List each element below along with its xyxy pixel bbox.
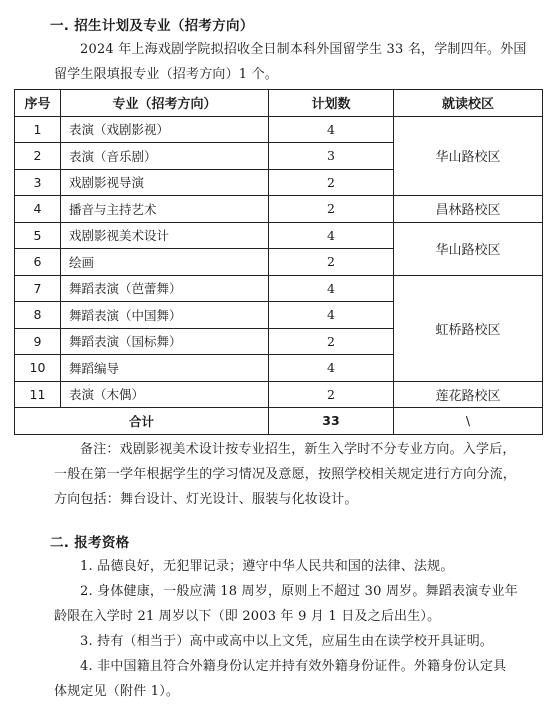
- campus-cell: 莲花路校区: [394, 381, 543, 408]
- eligibility-item-4-line-2: 体规定见（附件 1）。: [54, 684, 180, 699]
- row-major: 表演（木偶）: [61, 381, 269, 408]
- total-label: 合计: [15, 408, 269, 435]
- intro-line-2: 留学生限填报专业（招考方向）1 个。: [54, 67, 279, 82]
- row-no: 5: [15, 222, 61, 249]
- table-row: [15, 116, 543, 143]
- row-no: 1: [15, 116, 61, 143]
- row-no: 7: [15, 275, 61, 302]
- eligibility-item-3: 3. 持有（相当于）高中或高中以上文凭，应届生由在读学校开具证明。: [80, 634, 494, 649]
- eligibility-item-1: 1. 品德良好，无犯罪记录；遵守中华人民共和国的法律、法规。: [80, 559, 454, 574]
- row-plan: 2: [269, 249, 394, 276]
- table-row: [15, 381, 543, 408]
- note-line-1: 备注：戏剧影视美术设计按专业招生，新生入学时不分专业方向。入学后，: [80, 442, 516, 457]
- header-plan: 计划数: [269, 90, 394, 117]
- campus-cell: 华山路校区: [394, 222, 543, 275]
- table-row: [15, 222, 543, 249]
- eligibility-item-2-line-1: 2. 身体健康，一般应满 18 周岁，原则上不超过 30 周岁。舞蹈表演专业年: [80, 584, 518, 599]
- row-plan: 4: [269, 302, 394, 329]
- table-row: [15, 196, 543, 223]
- row-no: 10: [15, 355, 61, 382]
- table-total-row: [15, 408, 543, 435]
- row-major: 表演（戏剧影视）: [61, 116, 269, 143]
- enrollment-plan-table: [14, 89, 543, 435]
- row-no: 4: [15, 196, 61, 223]
- eligibility-item-4-line-1: 4. 非中国籍且符合外籍身份认定并持有效外籍身份证件。外籍身份认定具: [80, 659, 507, 674]
- row-plan: 4: [269, 222, 394, 249]
- header-no: 序号: [15, 90, 61, 117]
- row-major: 舞蹈编导: [61, 355, 269, 382]
- total-campus: \: [394, 408, 543, 435]
- header-campus: 就读校区: [394, 90, 543, 117]
- section-heading-eligibility: 二. 报考资格: [50, 535, 130, 551]
- enrollment-intro: [54, 37, 544, 87]
- row-no: 8: [15, 302, 61, 329]
- row-plan: 4: [269, 355, 394, 382]
- row-no: 3: [15, 169, 61, 196]
- row-plan: 2: [269, 381, 394, 408]
- row-plan: 2: [269, 196, 394, 223]
- row-major: 绘画: [61, 249, 269, 276]
- intro-line-1: 2024 年上海戏剧学院拟招收全日制本科外国留学生 33 名，学制四年。外国: [80, 42, 527, 57]
- header-major: 专业（招考方向）: [61, 90, 269, 117]
- row-no: 9: [15, 328, 61, 355]
- row-plan: 2: [269, 328, 394, 355]
- row-major: 表演（音乐剧）: [61, 143, 269, 170]
- row-major: 戏剧影视美术设计: [61, 222, 269, 249]
- note-line-2: 一般在第一学年根据学生的学习情况及意愿，按照学校相关规定进行方向分流，: [54, 467, 517, 482]
- campus-cell: 虹桥路校区: [394, 275, 543, 381]
- table-note: [54, 437, 544, 512]
- row-major: 戏剧影视导演: [61, 169, 269, 196]
- eligibility-list: [54, 554, 544, 704]
- row-no: 6: [15, 249, 61, 276]
- table-row: [15, 275, 543, 302]
- row-plan: 2: [269, 169, 394, 196]
- row-no: 2: [15, 143, 61, 170]
- total-value: 33: [269, 408, 394, 435]
- eligibility-item-2-line-2: 龄限在入学时 21 周岁以下（即 2003 年 9 月 1 日及之后出生）。: [54, 609, 441, 624]
- row-major: 舞蹈表演（国标舞）: [61, 328, 269, 355]
- row-major: 舞蹈表演（中国舞）: [61, 302, 269, 329]
- section-heading-enrollment-plan: 一. 招生计划及专业（招考方向）: [50, 18, 254, 34]
- row-no: 11: [15, 381, 61, 408]
- row-plan: 3: [269, 143, 394, 170]
- row-plan: 4: [269, 275, 394, 302]
- row-plan: 4: [269, 116, 394, 143]
- table-header-row: [15, 90, 543, 117]
- note-line-3: 方向包括：舞台设计、灯光设计、服装与化妆设计。: [54, 492, 358, 507]
- row-major: 舞蹈表演（芭蕾舞）: [61, 275, 269, 302]
- row-major: 播音与主持艺术: [61, 196, 269, 223]
- campus-cell: 昌林路校区: [394, 196, 543, 223]
- campus-cell: 华山路校区: [394, 116, 543, 196]
